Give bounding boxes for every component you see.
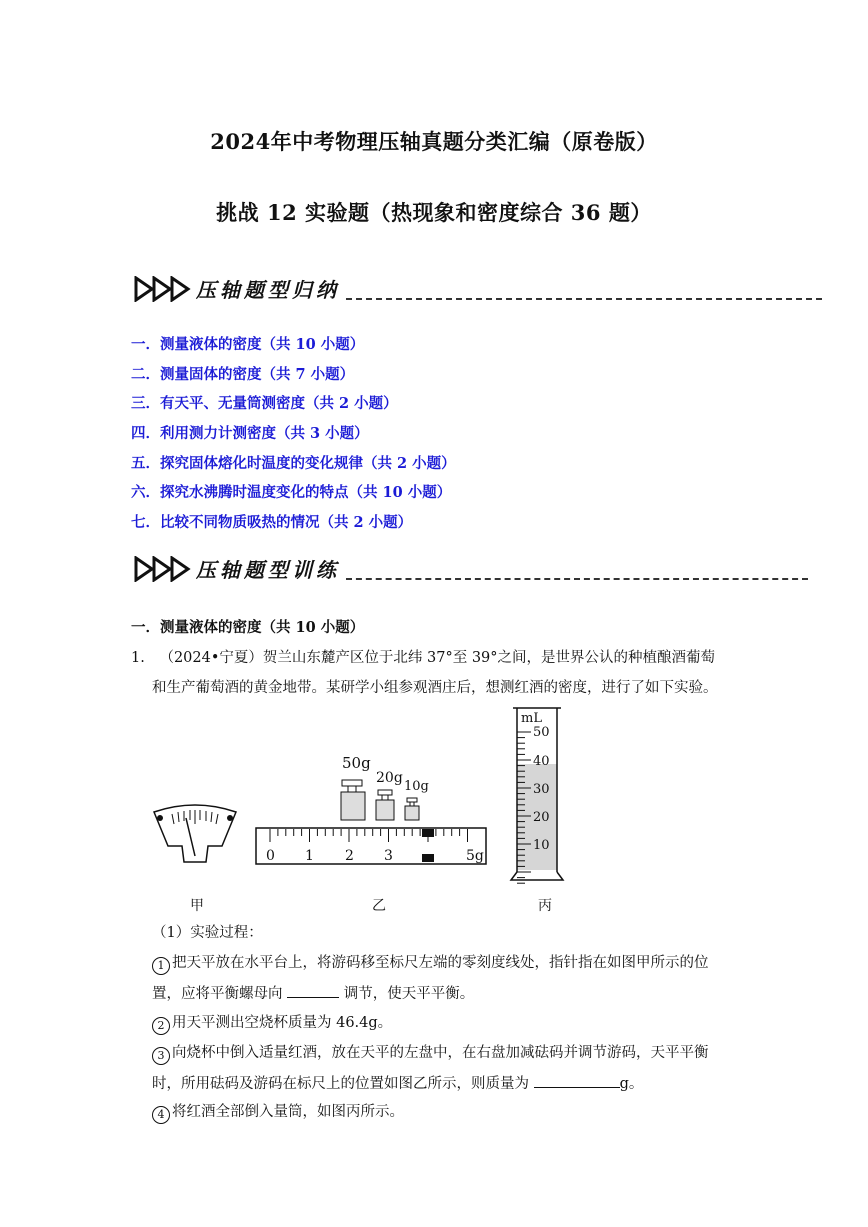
triple-arrow-icon	[134, 276, 192, 302]
section-heading: 一．测量液体的密度（共 10 小题）	[131, 619, 365, 636]
step-number: 2	[152, 1017, 170, 1035]
answer-blank[interactable]	[287, 983, 339, 998]
weight-label: 20g	[376, 770, 403, 786]
question-line-2: 和生产葡萄酒的黄金地带。某研学小组参观酒庄后，想测红酒的密度，进行了如下实验。	[152, 680, 718, 696]
cylinder-tick-label: 20	[533, 810, 550, 825]
step-2	[152, 1013, 392, 1035]
figure-label-yi: 乙	[372, 898, 386, 914]
cylinder-tick-label: 30	[533, 782, 550, 797]
step-1-line-1	[152, 953, 709, 975]
answer-blank[interactable]	[534, 1073, 620, 1088]
topic-item[interactable]: 三．有天平、无量筒测密度（共 2 小题）	[131, 395, 398, 413]
topic-item[interactable]: 七．比较不同物质吸热的情况（共 2 小题）	[131, 514, 413, 532]
rider-marker	[422, 854, 434, 862]
scale-tick-label: 0	[266, 848, 275, 864]
document-subtitle: 挑战 12 实验题（热现象和密度综合 36 题）	[216, 200, 652, 225]
dashed-divider	[346, 298, 822, 300]
scale-tick-label: 1	[305, 848, 314, 864]
scale-tick-label: 3	[384, 848, 393, 864]
banner-training-label: 压轴题型训练	[196, 558, 340, 582]
figure-label-bing: 丙	[538, 898, 552, 914]
step-text: 时，所用砝码及游码在标尺上的位置如图乙所示，则质量为	[152, 1076, 529, 1092]
figure-label-jia: 甲	[190, 898, 204, 914]
topic-list	[131, 330, 456, 538]
step-text: 把天平放在水平台上，将游码移至标尺左端的零刻度线处，指针指在如图甲所示的位	[172, 955, 709, 971]
scale-tick-label: 2	[345, 848, 354, 864]
dashed-divider	[346, 578, 808, 580]
measuring-cylinder-figure	[505, 704, 575, 884]
scale-tick-label: 5g	[466, 848, 484, 864]
cylinder-tick-label: 50	[533, 725, 550, 740]
topic-item[interactable]: 五．探究固体熔化时温度的变化规律（共 2 小题）	[131, 454, 456, 472]
step-number: 3	[152, 1047, 170, 1065]
cylinder-unit: mL	[521, 711, 542, 726]
balance-pointer-figure	[150, 800, 240, 870]
banner-summary-label: 压轴题型归纳	[196, 278, 340, 302]
cylinder-tick-label: 10	[533, 838, 550, 853]
topic-item[interactable]: 六．探究水沸腾时温度变化的特点（共 10 小题）	[131, 484, 452, 502]
step-text: 将红酒全部倒入量筒，如图丙所示。	[172, 1104, 404, 1120]
step-text: 向烧杯中倒入适量红酒，放在天平的左盘中，在右盘加减砝码并调节游码，天平平衡	[172, 1045, 709, 1061]
topic-item[interactable]: 四．利用测力计测密度（共 3 小题）	[131, 425, 369, 443]
topic-item[interactable]: 二．测量固体的密度（共 7 小题）	[131, 365, 355, 383]
step-text: 置，应将平衡螺母向	[152, 986, 283, 1002]
triple-arrow-icon	[134, 556, 192, 582]
step-1-line-2	[152, 983, 474, 1004]
question-text: （2024•宁夏）贺兰山东麓产区位于北纬 37°至 39°之间，是世界公认的种植酿酒葡萄	[159, 650, 716, 666]
weights-scale-figure	[254, 750, 490, 868]
step-text: 调节，使天平平衡。	[343, 986, 475, 1002]
question-number: 1.	[131, 650, 145, 666]
step-3-line-1	[152, 1043, 709, 1065]
step-number: 4	[152, 1106, 170, 1124]
rider-marker	[422, 829, 434, 837]
weight-label: 50g	[342, 754, 371, 772]
document-title: 2024年中考物理压轴真题分类汇编（原卷版）	[210, 129, 658, 154]
question-line-1	[131, 648, 715, 668]
topic-item[interactable]: 一．测量液体的密度（共 10 小题）	[131, 336, 365, 353]
step-4	[152, 1102, 404, 1124]
step-text: 用天平测出空烧杯质量为 46.4g。	[172, 1015, 393, 1031]
step-number: 1	[152, 957, 170, 975]
step-text: g。	[619, 1076, 644, 1092]
cylinder-tick-label: 40	[533, 754, 550, 769]
step-3-line-2	[152, 1073, 643, 1094]
process-label: （1）实验过程：	[152, 925, 263, 941]
weight-label: 10g	[404, 779, 429, 794]
